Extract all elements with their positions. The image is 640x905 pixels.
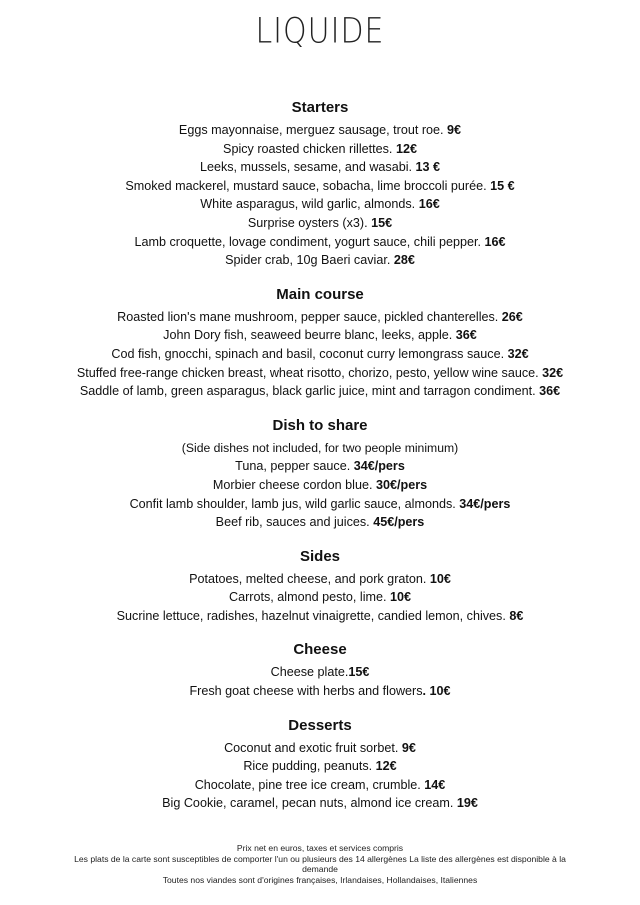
item-price: . 10€ (422, 684, 451, 699)
menu-item (0, 794, 640, 813)
item-price: 32€ (542, 365, 564, 380)
item-description: Spicy roasted chicken rillettes. (223, 141, 396, 156)
item-price: 34€/pers (353, 459, 405, 474)
item-price: 36€ (539, 384, 561, 399)
menu-item (0, 308, 640, 327)
item-price: 15€ (371, 215, 393, 230)
section-title: Dish to share (272, 416, 368, 434)
item-description: Confit lamb shoulder, lamb jus, wild garlic sauce, almonds. (129, 496, 460, 511)
item-price: 16€ (484, 234, 506, 249)
item-description: Spider crab, 10g Baeri caviar. (225, 253, 394, 268)
section-title: Desserts (288, 716, 352, 734)
menu-item (0, 382, 640, 401)
menu-item (0, 776, 640, 795)
item-description: Eggs mayonnaise, merguez sausage, trout roe. (178, 123, 448, 137)
footer-allergen-note: Les plats de la carte sont susceptibles de comporter l'un ou plusieurs des 14 allergènes La liste des allergènes est disponible à la demande (74, 853, 566, 875)
item-description: Fresh goat cheese with herbs and flowers (189, 684, 423, 699)
menu-item (0, 457, 640, 476)
item-price: 8€ (509, 608, 524, 623)
item-price: 10€ (429, 571, 451, 586)
item-description: Big Cookie, caramel, pecan nuts, almond ice cream. (162, 796, 457, 811)
section-desserts (0, 716, 640, 813)
menu-item (0, 345, 640, 364)
section-starters (0, 98, 640, 270)
item-description: Stuffed free-range chicken breast, wheat risotto, chorizo, pesto, yellow wine sauce. (76, 365, 543, 380)
item-price: 9€ (401, 740, 416, 755)
menu-item (0, 326, 640, 345)
item-price: 32€ (507, 346, 529, 361)
menu-item (0, 476, 640, 495)
item-description: Beef rib, sauces and juices. (215, 515, 374, 530)
item-price: 9€ (447, 123, 462, 137)
section-dish-to-share (0, 416, 640, 532)
section-cheese (0, 640, 640, 700)
footer-notes (70, 843, 570, 885)
footer-price-note: Prix net en euros, taxes et services compris (236, 843, 404, 853)
item-price: 15 € (490, 178, 515, 193)
item-price: 34€/pers (459, 496, 511, 511)
item-price: 26€ (501, 309, 523, 324)
menu-item (0, 495, 640, 514)
item-description: Surprise oysters (x3). (247, 215, 372, 230)
menu-item (0, 177, 640, 196)
item-price: 28€ (393, 253, 415, 268)
item-description: White asparagus, wild garlic, almonds. (200, 197, 419, 212)
item-price: 15€ (348, 665, 370, 680)
menu-item (0, 158, 640, 177)
item-price: 16€ (418, 197, 440, 212)
footer-origin-note: Toutes nos viandes sont d'origines françaises, Irlandaises, Hollandaises, Italiennes (162, 874, 478, 885)
item-description: Roasted lion's mane mushroom, pepper sauce, pickled chanterelles. (117, 309, 502, 324)
item-description: Cheese plate. (270, 665, 349, 680)
section-title: Cheese (293, 641, 347, 659)
item-description: Morbier cheese cordon blue. (212, 477, 376, 492)
item-price: 12€ (375, 759, 397, 774)
item-description: Rice pudding, peanuts. (243, 759, 376, 774)
item-description: Lamb croquette, lovage condiment, yogurt sauce, chili pepper. (134, 234, 485, 249)
item-price: 13 € (415, 160, 441, 175)
item-description: Cod fish, gnocchi, spinach and basil, coconut curry lemongrass sauce. (111, 346, 508, 361)
item-price: 12€ (395, 141, 417, 156)
menu-item (0, 513, 640, 532)
section-sides (0, 547, 640, 626)
item-description: Sucrine lettuce, radishes, hazelnut vinaigrette, candied lemon, chives. (116, 608, 510, 623)
item-price: 19€ (456, 796, 478, 811)
menu-item (0, 195, 640, 214)
section-title: Starters (291, 99, 349, 116)
menu-item (0, 570, 640, 589)
item-description: Saddle of lamb, green asparagus, black garlic juice, mint and tarragon condiment. (79, 384, 540, 399)
item-price: 45€/pers (373, 515, 425, 530)
menu-item (0, 682, 640, 701)
item-price: 14€ (424, 777, 446, 792)
item-description: Coconut and exotic fruit sorbet. (224, 740, 402, 755)
menu-item (0, 588, 640, 607)
menu-item (0, 739, 640, 758)
section-note: (Side dishes not included, for two people minimum) (181, 440, 459, 455)
item-price: 36€ (455, 328, 477, 343)
menu-item (0, 233, 640, 252)
section-title: Main course (276, 285, 364, 303)
menu-item (0, 663, 640, 682)
item-description: Tuna, pepper sauce. (235, 459, 354, 474)
item-price: 30€/pers (376, 477, 428, 492)
menu-item (0, 251, 640, 270)
item-description: Carrots, almond pesto, lime. (229, 590, 390, 605)
menu-item (0, 121, 640, 140)
menu-item (0, 214, 640, 233)
menu-item (0, 757, 640, 776)
section-main-course (0, 285, 640, 401)
section-title: Sides (299, 547, 341, 565)
item-description: Leeks, mussels, sesame, and wasabi. (199, 160, 416, 175)
brand-logo: LIQUIDE (255, 11, 385, 52)
menu-item (0, 140, 640, 159)
menu-body (0, 98, 640, 828)
menu-item (0, 607, 640, 626)
item-description: Chocolate, pine tree ice cream, crumble. (194, 777, 425, 792)
item-price: 10€ (389, 590, 411, 605)
item-description: Smoked mackerel, mustard sauce, sobacha, lime broccoli purée. (125, 178, 491, 193)
item-description: Potatoes, melted cheese, and pork graton. (189, 571, 430, 586)
item-description: John Dory fish, seaweed beurre blanc, leeks, apple. (163, 328, 456, 343)
menu-item (0, 364, 640, 383)
